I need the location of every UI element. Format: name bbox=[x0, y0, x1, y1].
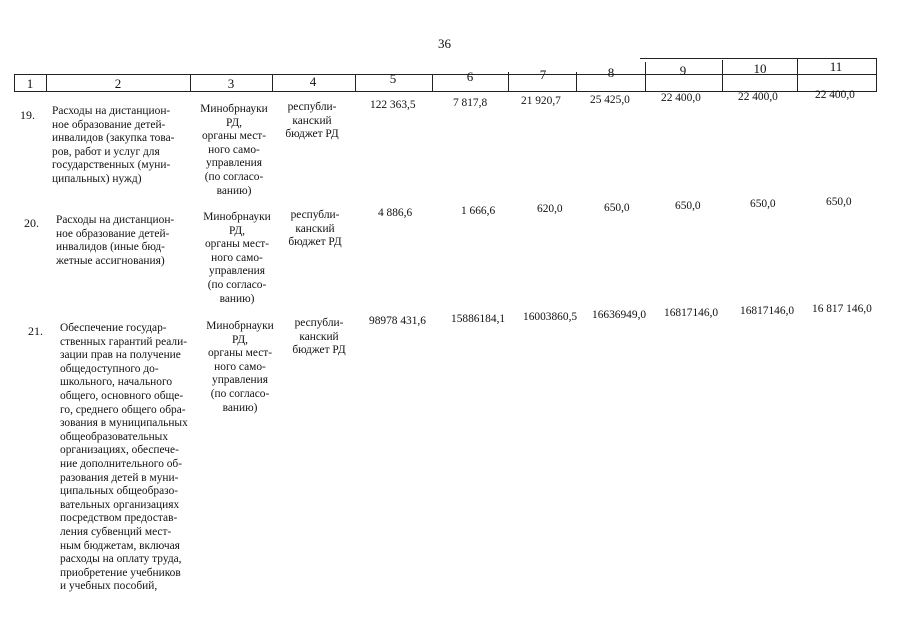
column-header-5: 5 bbox=[389, 71, 397, 86]
value-col-11: 650,0 bbox=[826, 196, 852, 208]
value-col-6: 1 666,6 bbox=[461, 205, 496, 217]
row-number: 20. bbox=[24, 216, 39, 230]
value-col-10: 22 400,0 bbox=[738, 91, 778, 103]
row-number: 19. bbox=[20, 108, 35, 122]
column-header-4: 4 bbox=[309, 74, 317, 89]
row-description: Расходы на дистанцион- ное образование детей- инвалидов (закупка това- ров, работ и услуг для государственных (муни- ципальных) нужд) bbox=[52, 105, 175, 185]
column-header-9: 9 bbox=[679, 63, 687, 78]
value-col-10: 650,0 bbox=[750, 198, 776, 210]
column-header-10: 10 bbox=[753, 61, 767, 76]
value-col-5: 4 886,6 bbox=[378, 207, 413, 219]
value-col-6: 7 817,8 bbox=[453, 97, 488, 109]
value-col-11: 22 400,0 bbox=[815, 89, 855, 101]
value-col-10: 16817146,0 bbox=[740, 305, 795, 317]
value-col-8: 25 425,0 bbox=[590, 94, 630, 106]
row-budget: республи- канский бюджет РД bbox=[285, 101, 339, 141]
column-header-7: 7 bbox=[539, 67, 547, 82]
column-header-3: 3 bbox=[227, 76, 235, 91]
value-col-11: 16 817 146,0 bbox=[812, 303, 872, 315]
column-header-1: 1 bbox=[26, 76, 34, 91]
row-executor: Минобрнауки РД, органы мест- ного само- управления (по согласо- ванию) bbox=[203, 211, 271, 305]
row-executor: Минобрнауки РД, органы мест- ного само- управления (по согласо- ванию) bbox=[206, 320, 274, 414]
value-col-5: 122 363,5 bbox=[370, 99, 416, 111]
value-col-9: 22 400,0 bbox=[661, 92, 701, 104]
value-col-7: 21 920,7 bbox=[521, 95, 561, 107]
value-col-5: 98978 431,6 bbox=[369, 315, 426, 327]
value-col-8: 16636949,0 bbox=[592, 309, 647, 321]
value-col-9: 16817146,0 bbox=[664, 307, 719, 319]
value-col-7: 620,0 bbox=[537, 203, 563, 215]
row-budget: республи- канский бюджет РД bbox=[292, 317, 346, 357]
row-description: Расходы на дистанцион- ное образование детей- инвалидов (иные бюд- жетные ассигнования) bbox=[56, 214, 175, 267]
row-description: Обеспечение государ- ственных гарантий реали- зации прав на получение общедоступного до- школьного, начального общего, основного обще- го, среднего общего обра- зования в муниципальных общеобразовательных организациях, обеспече- ние дополнительного об- разования детей в муни- ципальных общеобразо- вательных организациях посредством предостав- ления субвенций мест- ным бюджетам, включая расходы на оплату труда, приобретение учебников и учебных пособий, bbox=[60, 322, 188, 593]
column-header-8: 8 bbox=[607, 65, 615, 80]
value-col-6: 15886184,1 bbox=[451, 313, 506, 325]
column-header-6: 6 bbox=[466, 69, 474, 84]
row-budget: республи- канский бюджет РД bbox=[288, 209, 342, 249]
row-number: 21. bbox=[28, 324, 43, 338]
row-executor: Минобрнауки РД, органы мест- ного само- управления (по согласо- ванию) bbox=[200, 103, 268, 197]
column-header-2: 2 bbox=[114, 76, 122, 91]
column-header-11: 11 bbox=[829, 59, 843, 74]
value-col-9: 650,0 bbox=[675, 200, 701, 212]
page-number: 36 bbox=[438, 36, 451, 51]
value-col-7: 16003860,5 bbox=[523, 311, 578, 323]
value-col-8: 650,0 bbox=[604, 202, 630, 214]
